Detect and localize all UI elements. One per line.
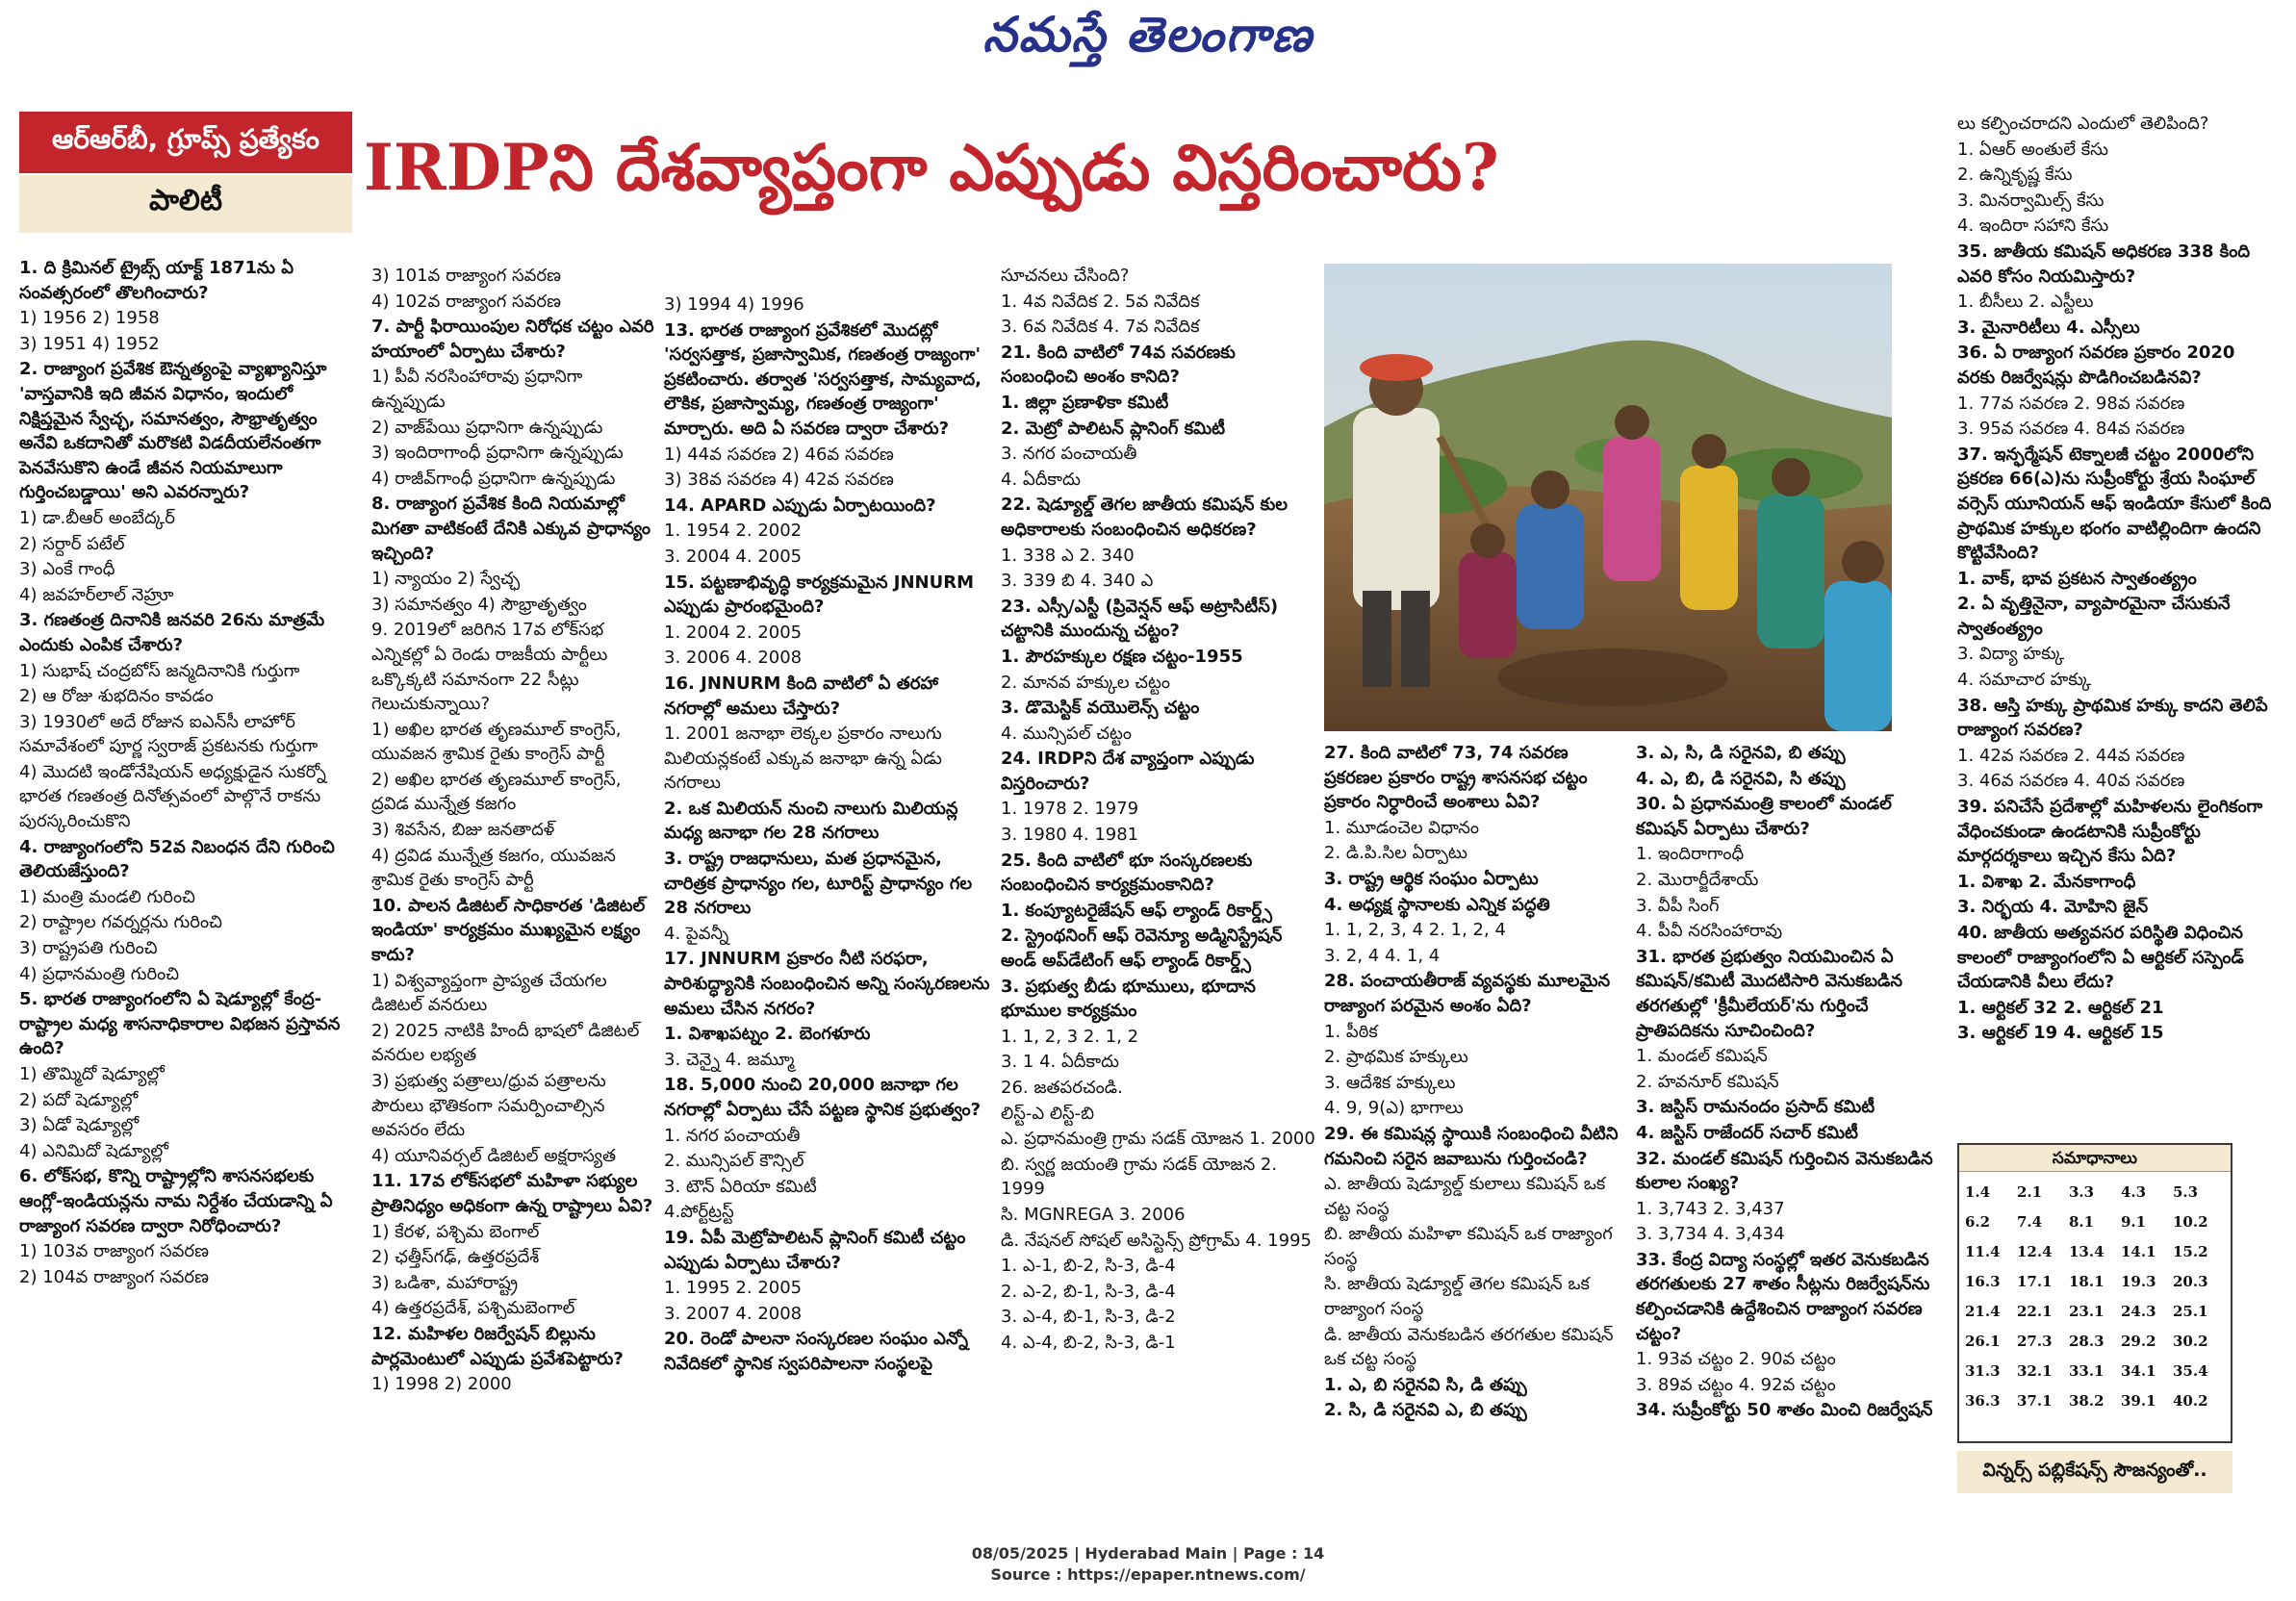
question-text: 30. ఏ ప్రధానమంత్రి కాలంలో మండల్ కమిషన్ ఏర్పాటు చేశారు? (1636, 794, 1892, 839)
answer-option: 2. మొరార్జీదేశాయ్ (1636, 869, 1759, 890)
answer-option: 1) 44వ సవరణ 2) 46వ సవరణ (664, 444, 894, 465)
question-text: 24. IRDPని దేశ వ్యాప్తంగా ఎప్పుడు విస్తరించారు? (1001, 749, 1255, 794)
question-text: 23. ఎస్సీ/ఎస్టీ (ప్రివెన్షన్ ఆఫ్ అట్రాసిటీస్) చట్టానికి ముందున్న చట్టం? (1001, 596, 1279, 642)
answer-item: 16.3 (1965, 1273, 2001, 1290)
answer-option: 3. 2004 4. 2005 (664, 546, 803, 567)
answer-option: 4. ఎ-4, బి-2, సి-3, డి-1 (1001, 1332, 1176, 1353)
answer-option: 1. నగర పంచాయతీ (664, 1125, 801, 1146)
answer-item: 10.2 (2173, 1213, 2208, 1231)
question-text: 38. ఆస్తి హక్కు ప్రాథమిక హక్కు కాదని తెలిపే రాజ్యాంగ సవరణ? (1957, 695, 2268, 741)
question-text: 3. మైనారిటీలు 4. ఎస్సీలు (1957, 317, 2140, 338)
answer-option: బి. స్వర్ణ జయంతి గ్రామ సడక్ యోజన 2. 1999 (1001, 1154, 1278, 1200)
answer-option: 3) ఎంకే గాంధీ (19, 559, 115, 580)
answer-option: 3. 46వ సవరణ 4. 40వ సవరణ (1957, 771, 2185, 792)
answer-option: 4) జవహర్‌లాల్ నెహ్రూ (19, 584, 174, 605)
question-text: 6. లోక్‌సభ, కొన్ని రాష్ట్రాల్లోని శాసనసభలకు ఆంగ్లో-ఇండియన్లను నామ నిర్దేశం చేయడాన్ని ఏ రాజ్యాంగ సవరణ ద్వారా నిరోధించారు? (19, 1166, 333, 1236)
question-text: 8. రాజ్యాంగ ప్రవేశిక కింది నియమాల్లో మిగతా వాటికంటే దేనికి ఎక్కువ ప్రాధాన్యం ఇచ్చింది? (371, 494, 651, 564)
answer-item: 24.3 (2121, 1303, 2156, 1320)
answer-option: 2) 2025 నాటికి హిందీ భాషలో డిజిటల్ వనరుల లభ్యత (371, 1020, 640, 1066)
answer-option: 3) 1994 4) 1996 (664, 294, 804, 315)
answer-option: 3. మినర్వామిల్స్ కేసు (1957, 190, 2105, 211)
answer-item: 3.3 (2069, 1183, 2095, 1201)
answer-option: 2. ఉన్నికృష్ణ కేసు (1957, 165, 2073, 186)
answer-option: 1. ఇందిరాగాంధీ (1636, 844, 1745, 865)
answer-item: 29.2 (2121, 1333, 2156, 1350)
question-column-6 (1636, 741, 1944, 1424)
answer-item: 37.1 (2017, 1392, 2053, 1410)
question-text: 28. పంచాయతీరాజ్ వ్యవస్థకు మూలమైన రాజ్యాంగ పరమైన అంశం ఏది? (1324, 971, 1611, 1016)
answer-option: 1. 3,743 2. 3,437 (1636, 1198, 1785, 1219)
question-text: 1. కంప్యూటరైజేషన్ ఆఫ్ ల్యాండ్ రికార్డ్స్ (1001, 900, 1272, 921)
answer-option: సి. జాతీయ షెడ్యూల్డ్ తెగల కమిషన్ ఒక రాజ్యాంగ సంస్థ (1324, 1274, 1590, 1320)
answer-option: 1. 93వ చట్టం 2. 90వ చట్టం (1636, 1349, 1836, 1370)
answer-item: 40.2 (2173, 1392, 2208, 1410)
question-text: 13. భారత రాజ్యాంగ ప్రవేశికలో మొదట్లో 'సర్వసత్తాక, ప్రజాస్వామిక, గణతంత్ర రాజ్యంగా' ప్రకటించారు. తర్వాత 'సర్వసత్తాక, సామ్యవాద, లౌకిక, ప్రజాస్వామ్య, గణతంత్ర రాజ్యంగా' మార్చారు. అది ఏ సవరణ ద్వారా చేశారు? (664, 319, 982, 439)
answer-item: 15.2 (2173, 1243, 2208, 1260)
answer-option: 3. చెన్నై 4. జమ్మూ (664, 1049, 795, 1070)
answer-item: 7.4 (2017, 1213, 2043, 1231)
question-text: 18. 5,000 నుంచి 20,000 జనాభా గల నగరాల్లో ఏర్పాటు చేసే పట్టణ స్థానిక ప్రభుత్వం? (664, 1075, 982, 1120)
question-text: 2. మెట్రో పాలిటన్ ప్లానింగ్ కమిటీ (1001, 418, 1226, 439)
answer-item: 28.3 (2069, 1333, 2105, 1350)
question-text: 3. జస్టిస్ రామనందం ప్రసాద్ కమిటీ (1636, 1097, 1875, 1118)
answer-option: 3) ఇందిరాగాంధీ ప్రధానిగా ఉన్నప్పుడు (371, 443, 624, 464)
answer-key-box (1957, 1143, 2232, 1443)
answer-option: 1) విశ్వవ్యాప్తంగా ప్రాప్యత చేయగల డిజిటల్ వనరులు (371, 970, 607, 1016)
answer-option: 3) శివసేన, బిజు జనతాదళ్ (371, 820, 555, 841)
question-text: 25. కింది వాటిలో భూ సంస్కరణలకు సంబంధించిన కార్యక్రమంకానిది? (1001, 850, 1253, 896)
question-text: 29. ఈ కమిషన్ల స్థాయికి సంబంధించి వీటిని గమనించి సరైన జవాబును గుర్తించండి? (1324, 1123, 1619, 1169)
answer-option: 2) సర్దార్ పటేల్ (19, 533, 125, 554)
question-text: 3. రాష్ట్ర ఆర్థిక సంఘం ఏర్పాటు (1324, 868, 1539, 889)
answer-item: 32.1 (2017, 1362, 2053, 1380)
question-text: 5. భారత రాజ్యాంగంలోని ఏ షెడ్యూల్లో కేంద్ర-రాష్ట్రాల మధ్య శాసనాధికారాల విభజన ప్రస్తావన ఉంది? (19, 989, 341, 1059)
answer-item: 26.1 (1965, 1333, 2001, 1350)
question-column-3 (664, 292, 991, 1378)
answer-option: 4. ఇందిరా సహాని కేసు (1957, 216, 2109, 237)
answer-item: 22.1 (2017, 1303, 2053, 1320)
answer-option: 1) పీవీ నరసింహారావు ప్రధానిగా ఉన్నప్పుడు (371, 367, 583, 412)
answer-option: 1) 1998 2) 2000 (371, 1374, 512, 1395)
answer-option: 3. ఎ-4, బి-1, సి-3, డి-2 (1001, 1307, 1176, 1328)
answer-option: 3) 38వ సవరణ 4) 42వ సవరణ (664, 470, 894, 491)
answer-option: 2) 104వ రాజ్యాంగ సవరణ (19, 1266, 209, 1287)
answer-option: 3. 2, 4 4. 1, 4 (1324, 945, 1441, 966)
answer-option: 4. 9, 9(ఎ) భాగాలు (1324, 1098, 1464, 1119)
answer-option: 2. ప్రాథమిక హక్కులు (1324, 1047, 1468, 1068)
answer-option: 2) వాజ్‌పేయి ప్రధానిగా ఉన్నప్పుడు (371, 417, 603, 438)
question-text: 1. వాక్, భావ ప్రకటన స్వాతంత్య్రం (1957, 568, 2197, 589)
question-column-2 (371, 264, 656, 1398)
question-text: 3. గణతంత్ర దినానికి జనవరి 26ను మాత్రమే ఎందుకు ఎంపిక చేశారు? (19, 610, 325, 655)
answer-option: 4) ద్రవిడ మున్నేత్ర కజగం, యువజన శ్రామిక రైతు కాంగ్రెస్ పార్టీ (371, 845, 616, 891)
question-text: 2. రాజ్యాంగ ప్రవేశిక ఔన్నత్యంపై వ్యాఖ్యానిస్తూ 'వాస్తవానికి ఇది జీవన విధానం, ఇందులో నిక్షిప్తమైన స్వేచ్ఛ, సమానత్వం, సౌభ్రాతృత్వం అనేవి ఒకదానితో మరొకటి విడదీయలేనంతగా పెనవేసుకొని ఉండే జీవన నియమాలుగా గుర్తించబడ్డాయి' అని ఎవరన్నారు? (19, 359, 327, 503)
question-text: 1. ఆర్టికల్ 32 2. ఆర్టికల్ 21 (1957, 997, 2164, 1018)
question-text: 3. డొమెస్టిక్ వయొలెన్స్ చట్టం (1001, 698, 1200, 719)
question-text: 2. ఏ వృత్తినైనా, వ్యాపారమైనా చేసుకునే స్వాతంత్య్రం (1957, 594, 2231, 639)
answer-option: 1. 1, 2, 3 2. 1, 2 (1001, 1026, 1139, 1047)
answer-key-title: సమాధానాలు (1959, 1145, 2231, 1172)
answer-option: 4) ఉత్తరప్రదేశ్, పశ్చిమబెంగాల్ (371, 1298, 575, 1319)
question-text: 1. జిల్లా ప్రణాళికా కమిటీ (1001, 392, 1169, 413)
answer-option: ఎ. ప్రధానమంత్రి గ్రామ సడక్ యోజన 1. 2000 (1001, 1129, 1315, 1150)
answer-item: 11.4 (1965, 1243, 2001, 1260)
answer-item: 30.2 (2173, 1333, 2208, 1350)
answer-option: డి. నేషనల్ సోషల్ అసిస్టెన్స్ ప్రోగ్రామ్ 4. 1995 (1001, 1230, 1312, 1251)
answer-option: బి. జాతీయ మహిళా కమిషన్ ఒక రాజ్యాంగ సంస్థ (1324, 1224, 1613, 1269)
answer-option: 3. ఆదేశిక హక్కులు (1324, 1072, 1456, 1093)
answer-item: 12.4 (2017, 1243, 2053, 1260)
answer-option: 2) అఖిల భారత తృణమూల్ కాంగ్రెస్, ద్రవిడ మున్నేత్ర కజగం (371, 769, 622, 815)
answer-option: 2) ఆ రోజు శుభదినం కావడం (19, 686, 214, 707)
question-text: 14. APARD ఎప్పుడు ఏర్పాటయింది? (664, 495, 936, 516)
question-column-4 (1001, 264, 1318, 1357)
answer-item: 8.1 (2069, 1213, 2095, 1231)
answer-key-grid (1959, 1172, 2231, 1421)
answer-option: 1. 1954 2. 2002 (664, 521, 803, 542)
answer-option: లు కల్పించరాదని ఎందులో తెలిపింది? (1957, 114, 2209, 134)
question-text: 1. విశాఖపట్నం 2. బెంగళూరు (664, 1024, 871, 1045)
question-text: 20. రెండో పాలనా సంస్కరణల సంఘం ఎన్నో నివేదికలో స్థానిక స్వపరిపాలనా సంస్థలపై (664, 1329, 968, 1374)
answer-item: 25.1 (2173, 1303, 2208, 1320)
answer-item: 35.4 (2173, 1362, 2208, 1380)
answer-option: 4. పైవన్నీ (664, 923, 729, 944)
subject-tag: పాలిటీ (19, 175, 352, 233)
answer-option: 3. 3,734 4. 3,434 (1636, 1224, 1785, 1245)
question-text: 40. జాతీయ అత్యవసర పరిస్థితి విధించిన కాలంలో రాజ్యాంగంలోని ఏ ఆర్టికల్ సస్పెండ్ చేయడానికి వీలు లేదు? (1957, 923, 2244, 993)
answer-option: 1) న్యాయం 2) స్వేచ్ఛ (371, 569, 521, 590)
answer-option: 2. డి.పి.సిల ఏర్పాటు (1324, 843, 1468, 864)
answer-option: 2) పదో షెడ్యూల్లో (19, 1089, 139, 1110)
answer-option: 1) కేరళ, పశ్చిమ బెంగాల్ (371, 1221, 540, 1242)
answer-option: 2) ఛత్తీస్‌గఢ్, ఉత్తరప్రదేశ్ (371, 1247, 540, 1268)
answer-item: 13.4 (2069, 1243, 2105, 1260)
question-text: 39. పనిచేసే ప్రదేశాల్లో మహిళలను లైంగికంగా వేధించకుండా ఉండటానికి సుప్రీంకోర్టు మార్గదర్శకాలు ఇచ్చిన కేసు ఏది? (1957, 797, 2263, 867)
answer-option: 1. ఎ-1, బి-2, సి-3, డి-4 (1001, 1256, 1176, 1277)
answer-option: సూచనలు చేసింది? (1001, 266, 1130, 286)
answer-option: 3. టౌన్ ఏరియా కమిటీ (664, 1176, 817, 1197)
news-photo (1324, 264, 1892, 731)
answer-option: సి. MGNREGA 3. 2006 (1001, 1204, 1186, 1225)
question-text: 1. ఎ, బి సరైనవి సి, డి తప్పు (1324, 1374, 1527, 1395)
footer-date-edition: 08/05/2025 | Hyderabad Main | Page : 14 (971, 1544, 1325, 1563)
answer-option: 4. పీవీ నరసింహారావు (1636, 921, 1783, 942)
question-text: 33. కేంద్ర విద్యా సంస్థల్లో ఇతర వెనుకబడిన తరగతులకు 27 శాతం సీట్లను రిజర్వేషన్‌ను కల్పించడానికి ఉద్దేశించిన రాజ్యాంగ సవరణ చట్టం? (1636, 1249, 1930, 1344)
question-column-1 (19, 256, 344, 1290)
question-text: 2. ఒక మిలియన్ నుంచి నాలుగు మిలియన్ల మధ్య జనాభా గల 28 నగరాలు (664, 798, 958, 844)
question-text: 16. JNNURM కింది వాటిలో ఏ తరహా నగరాల్లో అమలు చేస్తారు? (664, 673, 939, 719)
question-text: 31. భారత ప్రభుత్వం నియమించిన ఏ కమిషన్/కమిటీ మొదటిసారి వెనుకబడిన తరగతుల్లో 'క్రీమీలేయర్'ను గుర్తించే ప్రాతిపదికను సూచించింది? (1636, 946, 1902, 1041)
answer-item: 14.1 (2121, 1243, 2156, 1260)
question-text: 21. కింది వాటిలో 74వ సవరణకు సంబంధించి అంశం కానిది? (1001, 342, 1236, 388)
answer-option: 1. 1, 2, 3, 4 2. 1, 2, 4 (1324, 920, 1506, 941)
question-text: 3. రాష్ట్ర రాజధానులు, మత ప్రధానమైన, చారిత్రక ప్రాధాన్యం గల, టూరిస్ట్ ప్రాధాన్యం గల 28 నగరాలు (664, 849, 973, 919)
answer-option: 1. 2001 జనాభా లెక్కల ప్రకారం నాలుగు మిలియన్లకంటే ఎక్కువ జనాభా ఉన్న ఏడు నగరాలు (664, 724, 942, 794)
question-text: 2. సి, డి సరైనవి ఎ, బి తప్పు (1324, 1400, 1527, 1421)
answer-option: 1) సుభాష్ చంద్రబోస్ జన్మదినానికి గుర్తుగా (19, 660, 300, 681)
answer-option: 3. 95వ సవరణ 4. 84వ సవరణ (1957, 419, 2185, 440)
question-column-7 (1957, 112, 2275, 1047)
answer-option: 4.పోర్ట్‌ట్రస్ట్ (664, 1202, 734, 1223)
question-text: 37. ఇన్ఫర్మేషన్ టెక్నాలజీ చట్టం 2000లోని ప్రకరణ 66(ఎ)ను సుప్రీంకోర్టు శ్రేయ సింఘాల్ వర్సెస్ యూనియన్ ఆఫ్ ఇండియా కేసులో కింది ప్రాథమిక హక్కుల భంగం వాటిల్లిందిగా ఉందని కొట్టివేసింది? (1957, 444, 2272, 564)
answer-item: 6.2 (1965, 1213, 1991, 1231)
answer-item: 39.1 (2121, 1392, 2156, 1410)
answer-option: 3) ప్రభుత్వ పత్రాలు/ధ్రువ పత్రాలను పౌరులు భౌతికంగా సమర్పించాల్సిన అవసరం లేదు (371, 1071, 606, 1141)
answer-item: 33.1 (2069, 1362, 2105, 1380)
question-text: 32. మండల్ కమిషన్ గుర్తించిన వెనుకబడిన కులాల సంఖ్య? (1636, 1148, 1933, 1194)
answer-option: 4) 102వ రాజ్యాంగ సవరణ (371, 291, 561, 312)
answer-item: 9.1 (2121, 1213, 2147, 1231)
answer-option: 1. 1978 2. 1979 (1001, 799, 1139, 820)
question-text: 19. ఏపీ మెట్రోపాలిటన్ ప్లానింగ్ కమిటీ చట్టం ఎప్పుడు ఏర్పాటు చేశారు? (664, 1227, 966, 1273)
answer-option: 1) 1956 2) 1958 (19, 308, 160, 329)
answer-item: 27.3 (2017, 1333, 2053, 1350)
question-text: 4. రాజ్యాంగంలోని 52వ నిబంధన దేని గురించి తెలియజేస్తుంది? (19, 836, 335, 882)
answer-item: 20.3 (2173, 1273, 2208, 1290)
question-text: 17. JNNURM ప్రకారం నీటి సరఫరా, పారిశుద్ధ్యానికి సంబంధించిన అన్ని సంస్కరణలను అమలు చేసిన నగరం? (664, 949, 990, 1019)
answer-option: 3. వీపీ సింగ్ (1636, 895, 1720, 916)
answer-option: 4) రాజీవ్‌గాంధీ ప్రధానిగా ఉన్నప్పుడు (371, 468, 616, 489)
answer-option: 4) యూనివర్సల్ డిజిటల్ అక్షరాస్యత (371, 1145, 616, 1166)
question-text: 3. ఎ, సి, డి సరైనవి, బి తప్పు (1636, 743, 1846, 763)
answer-item: 23.1 (2069, 1303, 2105, 1320)
answer-option: 3) రాష్ట్రపతి గురించి (19, 938, 158, 959)
answer-option: 3. 6వ నివేదిక 4. 7వ నివేదిక (1001, 317, 1200, 338)
answer-option: 2. ఎ-2, బి-1, సి-3, డి-4 (1001, 1281, 1176, 1302)
question-text: 4. అధ్యక్ష స్థానాలకు ఎన్నిక పద్ధతి (1324, 894, 1550, 915)
question-text: 36. ఏ రాజ్యాంగ సవరణ ప్రకారం 2020 వరకు రిజర్వేషన్లు పొడిగించబడినవి? (1957, 343, 2235, 388)
answer-option: 3) ఒడిశా, మహారాష్ట్ర (371, 1272, 519, 1293)
answer-option: 2. హవనూర్ కమిషన్ (1636, 1071, 1779, 1092)
question-text: 3. నిర్భయ 4. మోహిని జైన్ (1957, 897, 2149, 918)
answer-option: 1) 103వ రాజ్యాంగ సవరణ (19, 1241, 209, 1262)
question-text: 1. పౌరహక్కుల రక్షణ చట్టం-1955 (1001, 646, 1243, 667)
answer-option: 9. 2019లో జరిగిన 17వ లోక్‌సభ ఎన్నికల్లో ఏ రెండు రాజకీయ పార్టీలు ఒక్కొక్కటి సమానంగా 22 సీట్లు గెలుచుకున్నాయి? (371, 620, 608, 715)
answer-option: 1. పీఠిక (1324, 1021, 1378, 1042)
answer-item: 36.3 (1965, 1392, 2001, 1410)
answer-option: 4) ప్రధానమంత్రి గురించి (19, 963, 180, 984)
answer-option: 3. విద్యా హక్కు (1957, 644, 2065, 665)
question-text: 34. సుప్రీంకోర్టు 50 శాతం మించి రిజర్వేషన్ (1636, 1400, 1933, 1421)
answer-item: 18.1 (2069, 1273, 2105, 1290)
answer-item: 17.1 (2017, 1273, 2053, 1290)
question-text: 3. ప్రభుత్వ బీడు భూములు, భూదాన భూముల కార్యక్రమం (1001, 976, 1256, 1022)
answer-option: 4) మొదటి ఇండోనేషియన్ అధ్యక్షుడైన సుకర్నో భారత గణతంత్ర దినోత్సవంలో పాల్గొనే రాకను పురస్కరించుకొని (19, 761, 326, 832)
headline: IRDPని దేశవ్యాప్తంగా ఎప్పుడు విస్తరించారు? (364, 130, 1499, 205)
question-text: 4. ఎ, బి, డి సరైనవి, సి తప్పు (1636, 768, 1846, 789)
answer-option: 1. 42వ సవరణ 2. 44వ సవరణ (1957, 745, 2185, 766)
answer-item: 21.4 (1965, 1303, 2001, 1320)
answer-item: 1.4 (1965, 1183, 1991, 1201)
answer-option: 3. 2006 4. 2008 (664, 648, 803, 669)
answer-option: 1. ఏఆర్ అంతులే కేసు (1957, 139, 2108, 160)
question-text: 3. ఆర్టికల్ 19 4. ఆర్టికల్ 15 (1957, 1023, 2164, 1044)
answer-option: 4. ఏదీకాదు (1001, 469, 1081, 490)
question-text: 1. విశాఖ 2. మేనకాగాంధీ (1957, 871, 2136, 892)
answer-option: 1. 77వ సవరణ 2. 98వ సవరణ (1957, 393, 2185, 414)
question-text: 4. జస్టిస్ రాజేందర్ సచార్ కమిటీ (1636, 1122, 1858, 1143)
answer-option: 4. సమాచార హక్కు (1957, 670, 2092, 691)
question-text: 1. ది క్రిమినల్ ట్రైబ్స్ యాక్ట్ 1871ను ఏ సంవత్సరంలో తొలగించారు? (19, 258, 293, 303)
answer-item: 2.1 (2017, 1183, 2043, 1201)
answer-option: 1) మంత్రి మండలి గురించి (19, 886, 195, 907)
question-text: 35. జాతీయ కమిషన్ అధికరణ 338 కింది ఎవరి కోసం నియమిస్తారు? (1957, 241, 2251, 287)
question-text: 12. మహిళల రిజర్వేషన్ బిల్లును పార్లమెంటులో ఎప్పుడు ప్రవేశపెట్టారు? (371, 1323, 624, 1369)
question-text: 2. స్ట్రెంథనింగ్ ఆఫ్ రెవెన్యూ అడ్మినిస్ట్రేషన్ అండ్ అప్‌డేటింగ్ ఆఫ్ ల్యాండ్ రికార్డ్స్ (1001, 926, 1283, 972)
answer-item: 5.3 (2173, 1183, 2199, 1201)
section-tag: ఆర్ఆర్‌బీ, గ్రూప్స్ ప్రత్యేకం (19, 112, 352, 173)
answer-option: 3. 1 4. ఏదీకాదు (1001, 1052, 1120, 1073)
answer-option: లిస్ట్-ఎ లిస్ట్-బి (1001, 1103, 1095, 1124)
answer-option: 1. మండల్ కమిషన్ (1636, 1046, 1768, 1067)
answer-option: 3. నగర పంచాయతీ (1001, 444, 1137, 465)
answer-item: 34.1 (2121, 1362, 2156, 1380)
answer-option: 3) 101వ రాజ్యాంగ సవరణ (371, 266, 561, 286)
answer-option: 1. మూడంచెల విధానం (1324, 817, 1480, 838)
answer-option: 2. మున్సిపల్ కౌన్సిల్ (664, 1151, 804, 1172)
answer-option: 1) అఖిల భారత తృణమూల్ కాంగ్రెస్, యువజన శ్రామిక రైతు కాంగ్రెస్ పార్టీ (371, 719, 622, 765)
answer-option: 4. మున్సిపల్ చట్టం (1001, 723, 1133, 744)
answer-option: 4) ఎనిమిదో షెడ్యూల్లో (19, 1140, 168, 1161)
answer-option: 3) ఏడో షెడ్యూల్లో (19, 1115, 140, 1136)
answer-option: 1. 338 ఎ 2. 340 (1001, 545, 1135, 566)
footer-source: Source : https://epaper.ntnews.com/ (990, 1565, 1306, 1584)
answer-option: 1) తొమ్మిదో షెడ్యూల్లో (19, 1064, 165, 1084)
question-text: 15. పట్టణాభివృద్ధి కార్యక్రమమైన JNNURM ఎప్పుడు ప్రారంభమైంది? (664, 572, 974, 618)
masthead-logo: నమస్తే తెలంగాణ (982, 6, 1314, 63)
question-text: 7. పార్టీ ఫిరాయింపుల నిరోధక చట్టం ఎవరి హయాంలో ఏర్పాటు చేశారు? (371, 317, 654, 362)
question-text: 11. 17వ లోక్‌సభలో మహిళా సభ్యుల ప్రాతినిధ్యం అధికంగా ఉన్న రాష్ట్రాలు ఏవి? (371, 1171, 653, 1216)
answer-item: 38.2 (2069, 1392, 2105, 1410)
answer-option: 1. 2004 2. 2005 (664, 622, 803, 643)
answer-option: 1. 1995 2. 2005 (664, 1278, 803, 1299)
answer-option: 1. 4వ నివేదిక 2. 5వ నివేదిక (1001, 291, 1200, 312)
answer-option: 1. బీసీలు 2. ఎస్టీలు (1957, 292, 2094, 313)
answer-option: 3) 1951 4) 1952 (19, 333, 160, 354)
question-text: 27. కింది వాటిలో 73, 74 సవరణ ప్రకరణల ప్రకారం రాష్ట్ర శాసనసభ చట్టం ప్రకారం నిర్ధారించే అంశాలు ఏవి? (1324, 743, 1588, 813)
page-footer (0, 1543, 2296, 1586)
answer-option: ఎ. జాతీయ షెడ్యూల్డ్ కులాలు కమిషన్ ఒక చట్ట సంస్థ (1324, 1174, 1606, 1219)
answer-option: 3) సమానత్వం 4) సౌభ్రాతృత్వం (371, 594, 587, 615)
answer-option: 26. జతపరచండి. (1001, 1078, 1123, 1098)
answer-option: 2) రాష్ట్రాల గవర్నర్లను గురించి (19, 912, 222, 933)
answer-option: డి. జాతీయ వెనుకబడిన తరగతుల కమిషన్ ఒక చట్ట సంస్థ (1324, 1324, 1614, 1370)
answer-item: 19.3 (2121, 1273, 2156, 1290)
answer-option: 1) డా.బీఆర్ అంబేద్కర్ (19, 507, 175, 528)
answer-option: 2. మానవ హక్కుల చట్టం (1001, 672, 1170, 693)
answer-item: 31.3 (1965, 1362, 2001, 1380)
photo-illustration (1324, 264, 1892, 731)
courtesy-note: విన్నర్స్ పబ్లికేషన్స్ సౌజన్యంతో.. (1957, 1451, 2232, 1493)
question-column-5 (1324, 741, 1626, 1424)
question-text: 22. షెడ్యూల్డ్ తెగల జాతీయ కమిషన్ కుల అధికారాలకు సంబంధించిన అధికరణ? (1001, 495, 1288, 540)
answer-item: 4.3 (2121, 1183, 2147, 1201)
question-text: 10. పాలన డిజిటల్ సాధికారత 'డిజిటల్ ఇండియా' కార్యక్రమం ముఖ్యమైన లక్ష్యం కాదు? (371, 895, 646, 966)
answer-option: 3. 339 బి 4. 340 ఎ (1001, 571, 1154, 592)
answer-option: 3) 1930లో అదే రోజున ఐఎన్‌సీ లాహోర్ సమావేశంలో పూర్ణ స్వరాజ్ ప్రకటనకు గుర్తుగా (19, 711, 319, 757)
answer-option: 3. 89వ చట్టం 4. 92వ చట్టం (1636, 1374, 1836, 1395)
answer-option: 3. 2007 4. 2008 (664, 1303, 803, 1324)
answer-option: 3. 1980 4. 1981 (1001, 825, 1139, 846)
